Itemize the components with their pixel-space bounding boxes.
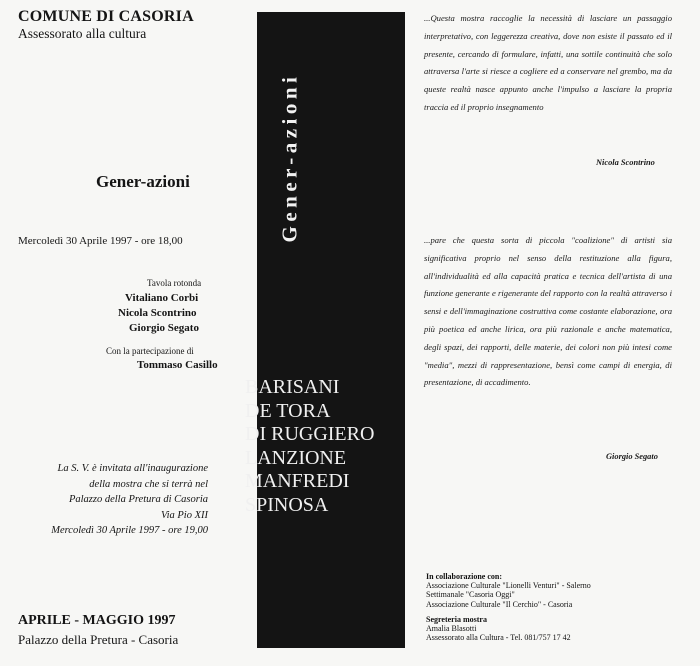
exhibition-period: APRILE - MAGGIO 1997 [18,613,176,628]
speaker-name: Vitaliano Corbi [125,292,199,304]
collaboration-heading: In collaborazione con: [426,572,502,581]
invitation-line: della mostra che si terrà nel [89,478,208,490]
invitation-line: Palazzo della Pretura di Casoria [68,494,208,505]
organization-name: COMUNE DI CASORIA [18,8,194,25]
collaboration-item: Settimanale "Casoria Oggi" [426,590,515,600]
artist-name: DI RUGGIERO [245,423,375,445]
secretariat-heading: Segreteria mostra [426,614,487,624]
quote-author: Nicola Scontrino [596,158,655,167]
event-datetime: Mercoledì 30 Aprile 1997 - ore 18,00 [18,235,183,247]
invitation-text [51,461,208,539]
quote-author: Giorgio Segato [606,452,658,461]
speaker-name: Giorgio Segato [129,322,199,334]
quote-segato: ...pare che questa sorta di piccola "coalizione" di artisti sia significativa proprio nel senso della restituzione alla figura, all'individualità ed alla capacità pratica e tecnica dell'artista di una funzione generante e rigenerante del rapporto con la realtà attraverso i sensi e dell'immaginazione costruttiva come costante elaborazione, ora più poetica ed anche lirica, ora più razionale e anche matematica, degli spazi, dei rapporti, delle materie, dei colori non più intesi come "media", mezzi di rappresentazione, bensì come campi di energia, di presentazione, di accadimento. [424,235,672,388]
speaker-name: Nicola Scontrino [118,307,197,319]
department-name: Assessorato alla cultura [18,26,147,41]
exhibition-venue: Palazzo della Pretura - Casoria [18,632,179,647]
participation-label: Con la partecipazione di [106,346,194,356]
secretariat-item: Assessorato alla Cultura - Tel. 081/757 17 42 [426,633,571,643]
collaboration-item: Associazione Culturale "Lionelli Venturi" - Salerno [426,581,591,591]
collaboration-item: Associazione Culturale "Il Cerchio" - Casoria [426,599,573,609]
roundtable-label: Tavola rotonda [147,278,202,288]
artists-list [245,376,374,517]
quote-scontrino: ...Questa mostra raccoglie la necessità di lasciare un passaggio interpretativo, con leggerezza creativa, dove non esiste il passato ed il presente, cercando di formulare, infatti, una sottile continuità che solo attraversa l'arte si riesce a cogliere ed a conservare nel grembo, ma da queste realtà nasce appunto anche l'impulso a lasciare la propria traccia ed il proprio insegnamento [424,13,672,112]
artist-name: MANFREDI [245,470,350,492]
artist-name: BARISANI [245,376,340,398]
invitation-line: Via Pio XII [160,509,208,521]
artist-name: DE TORA [245,399,331,422]
invitation-line: La S. V. è invitata all'inaugurazione [57,463,208,474]
vertical-title: Gener-azioni [277,72,302,243]
collaboration-block [426,572,591,642]
secretariat-item: Amalia Blasotti [426,624,477,634]
artist-name: LANZIONE [245,446,347,469]
artist-name: SPINOSA [245,493,329,516]
event-title: Gener-azioni [96,172,190,191]
invitation-line: Mercoledì 30 Aprile 1997 - ore 19,00 [51,525,208,536]
guest-name: Tommaso Casillo [137,359,218,371]
